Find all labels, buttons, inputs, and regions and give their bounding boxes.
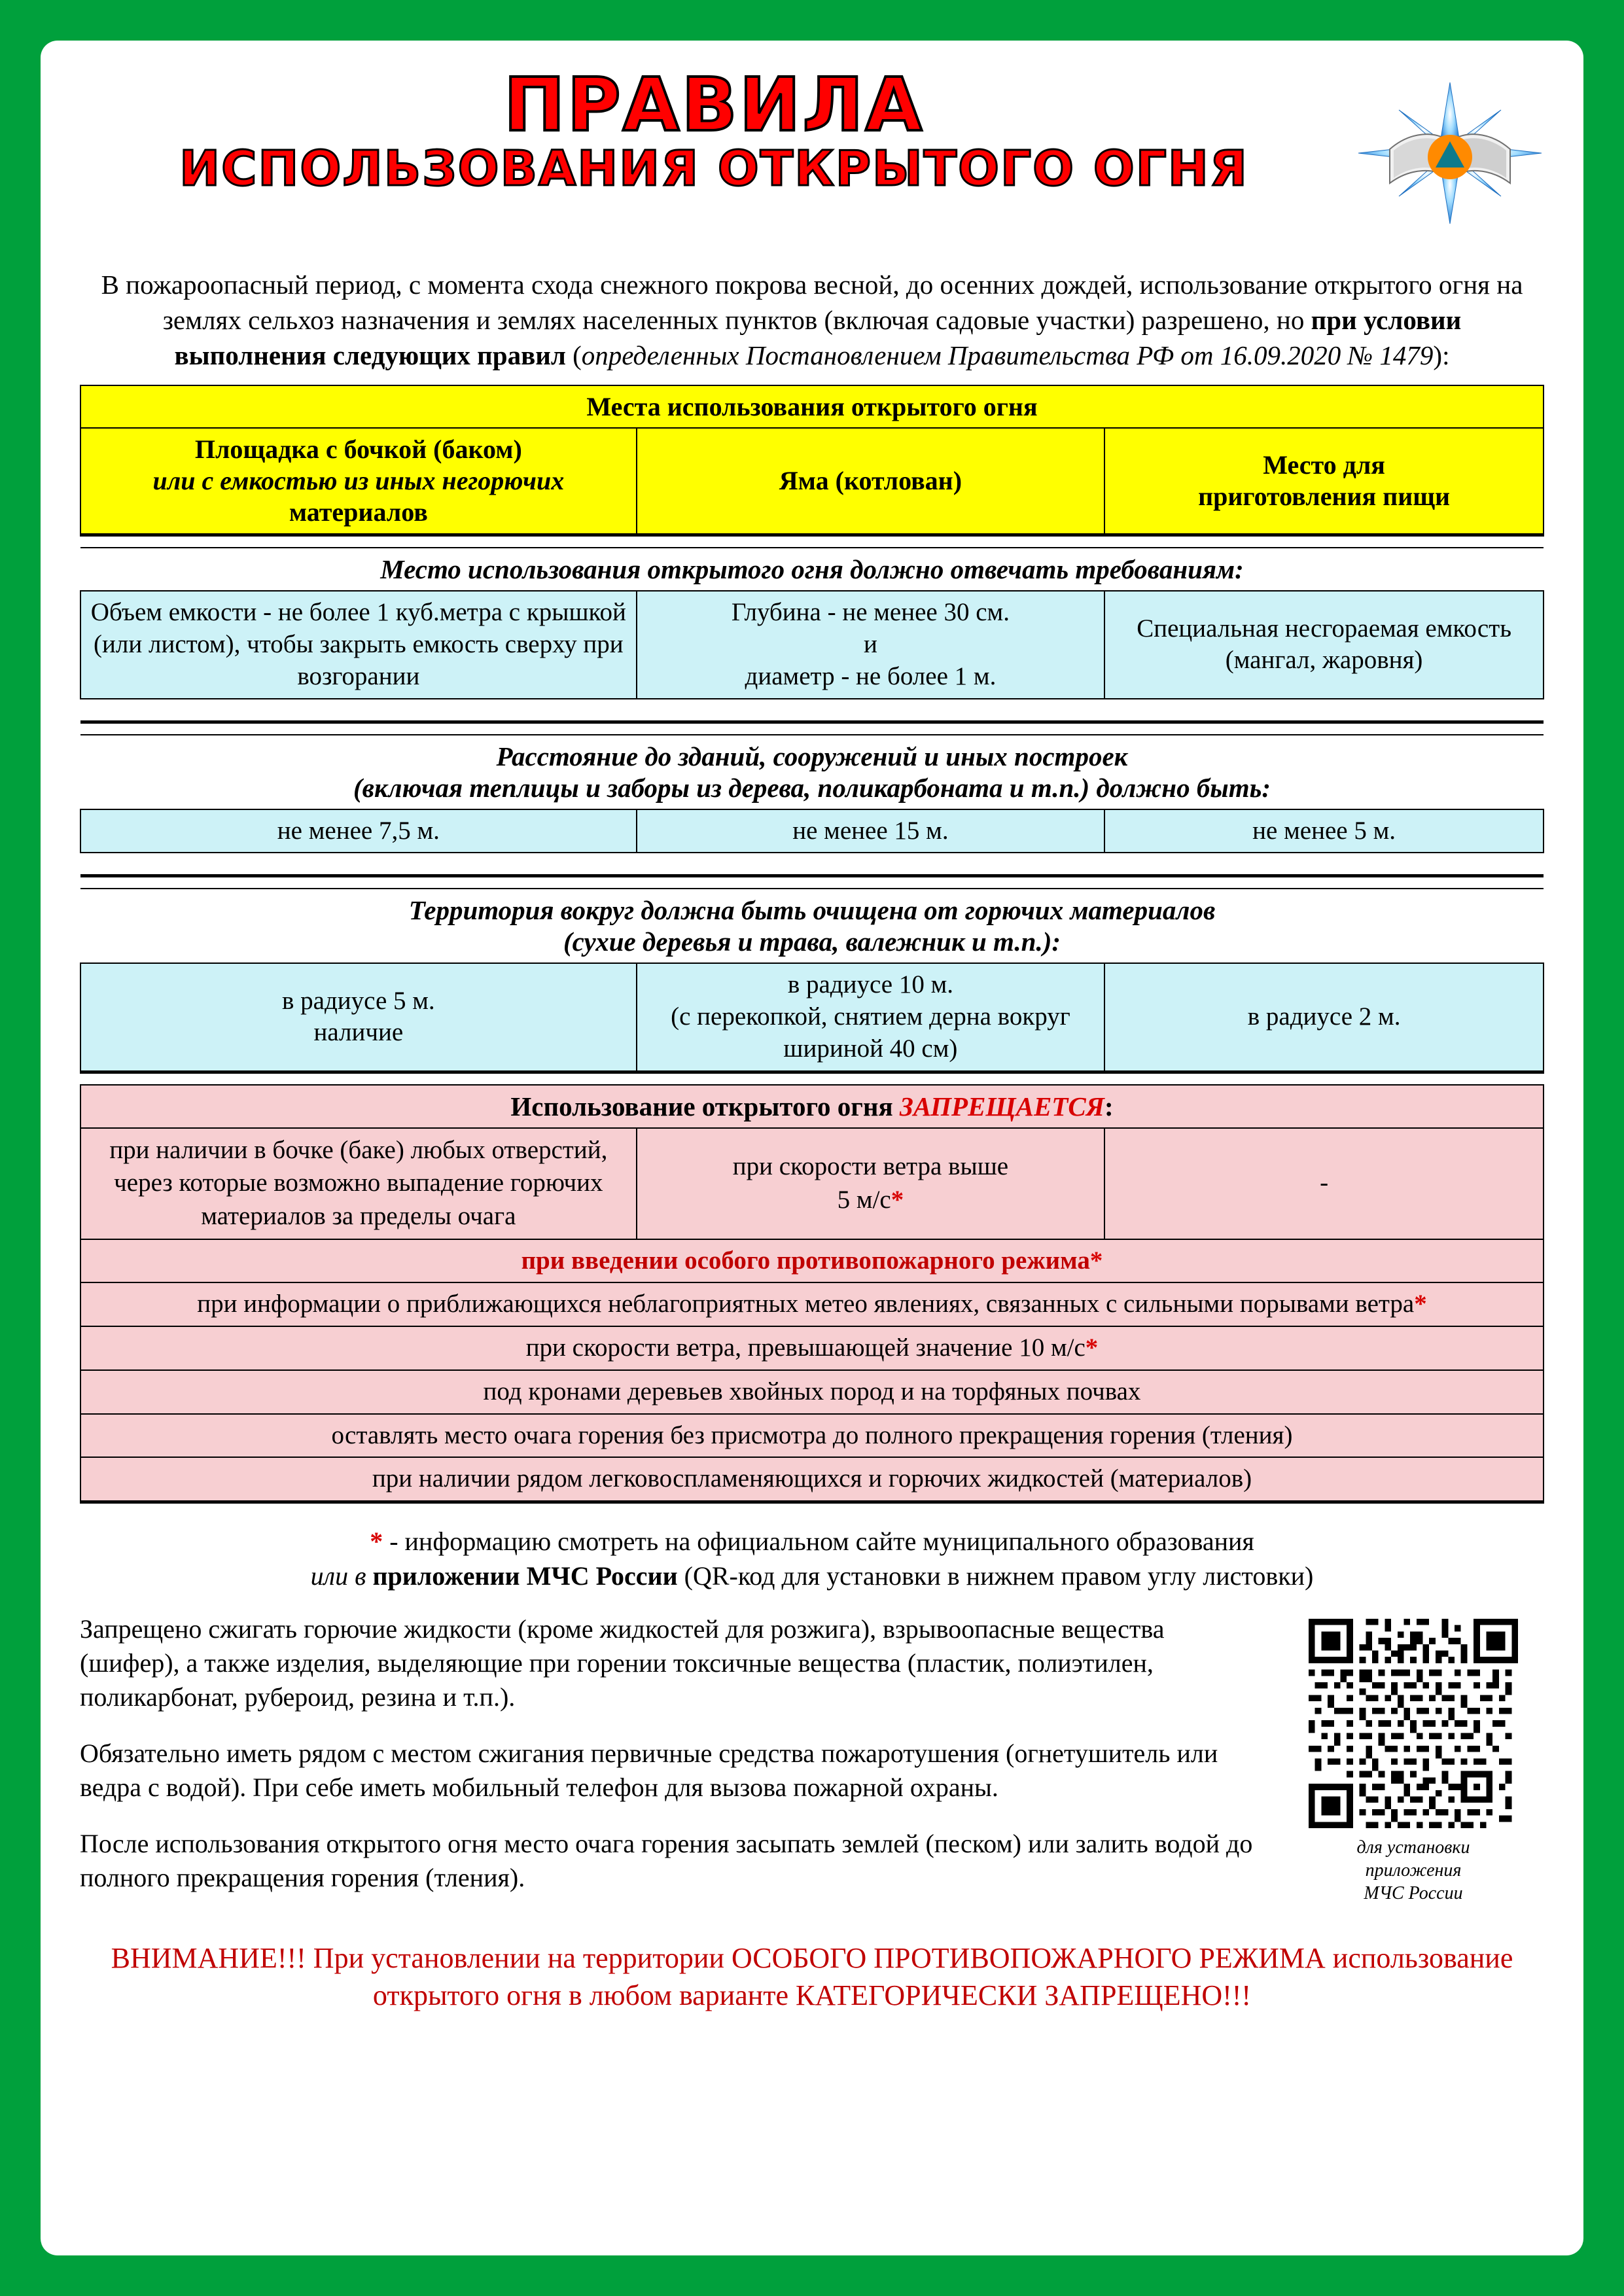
table-row-columns bbox=[80, 428, 1544, 535]
forbidden-header-red: ЗАПРЕЩАЕТСЯ bbox=[899, 1091, 1104, 1122]
section-territory bbox=[80, 889, 1544, 963]
rules-table bbox=[80, 385, 1544, 1514]
section-territory-line1: Территория вокруг должна быть очищена от горючих материалов bbox=[408, 895, 1216, 926]
section-territory-line2: (сухие деревья и трава, валежник и т.п.): bbox=[563, 927, 1061, 957]
table-row-forbidden-item bbox=[80, 1326, 1544, 1370]
bottom-paragraph-3: После использования открытого огня место очага горения засыпать землей (песком) или залить водой до полного прекращения горения (тления). bbox=[80, 1828, 1253, 1892]
qr-block bbox=[1282, 1612, 1544, 1917]
poster-header bbox=[80, 63, 1544, 264]
intro-part2: ( bbox=[565, 340, 582, 371]
table-row-forbidden-item bbox=[80, 1239, 1544, 1283]
section-requirements: Место использования открытого огня должно отвечать требованиям: bbox=[80, 548, 1544, 591]
footnote-app-name: приложении МЧС России bbox=[372, 1561, 678, 1591]
divider bbox=[80, 722, 1544, 735]
qr-caption: для установки приложения МЧС России bbox=[1356, 1837, 1470, 1903]
bottom-section bbox=[80, 1612, 1544, 1917]
intro-part3: ): bbox=[1433, 340, 1450, 371]
requirement-cell-1: Объем емкости - не более 1 куб.метра с крышкой (или листом), чтобы закрыть емкость сверху при возгорании bbox=[80, 591, 637, 698]
mchs-emblem-icon bbox=[1352, 80, 1548, 237]
column-header-1 bbox=[80, 428, 637, 535]
table-row-places-header bbox=[80, 385, 1544, 428]
footnote-text1: - информацию смотреть на официальном сайте муниципального образования bbox=[383, 1527, 1254, 1557]
intro-paragraph bbox=[93, 267, 1531, 373]
column-header-3 bbox=[1104, 428, 1544, 535]
section-distance-line2: (включая теплицы и заборы из дерева, поликарбоната и т.п.) должно быть: bbox=[353, 772, 1271, 803]
footnote bbox=[80, 1525, 1544, 1594]
bottom-paragraph-2: Обязательно иметь рядом с местом сжигания первичные средства пожаротушения (огнетушитель или ведра с водой). При себе иметь мобильный телефон для вызова пожарной охраны. bbox=[80, 1738, 1218, 1802]
forbidden-header bbox=[80, 1085, 1544, 1128]
page-subtitle: ИСПОЛЬЗОВАНИЯ ОТКРЫТОГО ОГНЯ bbox=[179, 141, 1248, 198]
footnote-line1 bbox=[80, 1525, 1544, 1559]
forbidden-cell-2: при скорости ветра выше 5 м/с* bbox=[637, 1128, 1105, 1239]
spacer bbox=[80, 853, 1544, 876]
column-header-3-line2: приготовления пищи bbox=[1198, 482, 1451, 512]
requirement-cell-3: Специальная несгораемая емкость (мангал, жаровня) bbox=[1104, 591, 1544, 698]
table-row-section-territory bbox=[80, 889, 1544, 963]
table-row-forbidden-header bbox=[80, 1085, 1544, 1128]
forbidden-item-2: при информации о приближающихся неблагоприятных метео явлениях, связанных с сильными порывами ветра* bbox=[80, 1282, 1544, 1326]
spacer bbox=[80, 699, 1544, 722]
forbidden-header-prefix: Использование открытого огня bbox=[510, 1091, 900, 1122]
divider bbox=[80, 876, 1544, 889]
divider bbox=[80, 1502, 1544, 1515]
divider bbox=[80, 1072, 1544, 1085]
column-header-1-line3: материалов bbox=[289, 497, 428, 527]
footnote-line2-post: (QR-код для установки в нижнем правом углу листовки) bbox=[677, 1561, 1314, 1591]
table-row-distances bbox=[80, 809, 1544, 853]
requirement-cell-2: Глубина - не менее 30 см. и диаметр - не более 1 м. bbox=[637, 591, 1105, 698]
footnote-line2-pre: или в bbox=[310, 1561, 373, 1591]
title-block bbox=[80, 63, 1544, 198]
table-row-forbidden-item bbox=[80, 1457, 1544, 1502]
column-header-1-line2: или с емкостью из иных негорючих bbox=[152, 466, 565, 496]
forbidden-item-5: оставлять место очага горения без присмотра до полного прекращения горения (тления) bbox=[80, 1414, 1544, 1458]
table-row-forbidden-item bbox=[80, 1282, 1544, 1326]
footnote-star: * bbox=[370, 1527, 383, 1557]
territory-cell-1: в радиусе 5 м. наличие bbox=[80, 963, 637, 1072]
column-header-3-line1: Место для bbox=[1263, 450, 1385, 480]
bottom-text bbox=[80, 1612, 1282, 1917]
bottom-paragraph-1: Запрещено сжигать горючие жидкости (кроме жидкостей для розжига), взрывоопасные вещества (шифер), а также изделия, выделяющие при горении токсичные вещества (пластик, полиэтилен, поликарбонат, рубероид, резина и т.п.). bbox=[80, 1614, 1165, 1712]
attention-warning: ВНИМАНИЕ!!! При установлении на территории ОСОБОГО ПРОТИВОПОЖАРНОГО РЕЖИМА использование открытого огня в любом варианте КАТЕГОРИЧЕСКИ ЗАПРЕЩЕНО!!! bbox=[111, 1941, 1513, 2011]
divider bbox=[80, 535, 1544, 548]
page-title: ПРАВИЛА bbox=[503, 63, 925, 148]
forbidden-item-4: под кронами деревьев хвойных пород и на торфяных почвах bbox=[80, 1370, 1544, 1414]
table-row-forbidden-item bbox=[80, 1370, 1544, 1414]
distance-cell-1: не менее 7,5 м. bbox=[80, 809, 637, 853]
column-header-1-line1: Площадка с бочкой (баком) bbox=[194, 434, 522, 465]
distance-cell-2: не менее 15 м. bbox=[637, 809, 1105, 853]
forbidden-item-3: при скорости ветра, превышающей значение 10 м/с* bbox=[80, 1326, 1544, 1370]
intro-bold: при условии выполнения следующих правил bbox=[174, 305, 1462, 371]
section-distance-line1: Расстояние до зданий, сооружений и иных построек bbox=[496, 741, 1128, 771]
territory-cell-3: в радиусе 2 м. bbox=[1104, 963, 1544, 1072]
table-row-territory bbox=[80, 963, 1544, 1072]
territory-cell-2: в радиусе 10 м. (с перекопкой, снятием дерна вокруг шириной 40 см) bbox=[637, 963, 1105, 1072]
forbidden-cell-1: при наличии в бочке (баке) любых отверстий, через которые возможно выпадение горючих материалов за пределы очага bbox=[80, 1128, 637, 1239]
table-row-forbidden-item bbox=[80, 1414, 1544, 1458]
section-distance bbox=[80, 735, 1544, 809]
forbidden-item-1: при введении особого противопожарного режима* bbox=[80, 1239, 1544, 1283]
column-header-2: Яма (котлован) bbox=[637, 428, 1105, 535]
table-row-forbidden-cells bbox=[80, 1128, 1544, 1239]
table-row-requirements bbox=[80, 591, 1544, 698]
intro-part1: В пожароопасный период, с момента схода снежного покрова весной, до осенних дождей, использование открытого огня на землях сельхоз назначения и землях населенных пунктов (включая садовые участки) разрешено, но bbox=[101, 270, 1523, 336]
forbidden-item-6: при наличии рядом легковоспламеняющихся и горючих жидкостей (материалов) bbox=[80, 1457, 1544, 1502]
forbidden-cell-3: - bbox=[1104, 1128, 1544, 1239]
footnote-line2 bbox=[80, 1559, 1544, 1594]
distance-cell-3: не менее 5 м. bbox=[1104, 809, 1544, 853]
places-header: Места использования открытого огня bbox=[80, 385, 1544, 428]
poster-sheet bbox=[41, 41, 1583, 2255]
intro-italic: определенных Постановлением Правительства РФ от 16.09.2020 № 1479 bbox=[581, 340, 1434, 371]
qr-code[interactable] bbox=[1309, 1619, 1518, 1828]
table-row-section-distance bbox=[80, 735, 1544, 809]
forbidden-header-suffix: : bbox=[1104, 1091, 1114, 1122]
table-row-section-requirements bbox=[80, 548, 1544, 591]
